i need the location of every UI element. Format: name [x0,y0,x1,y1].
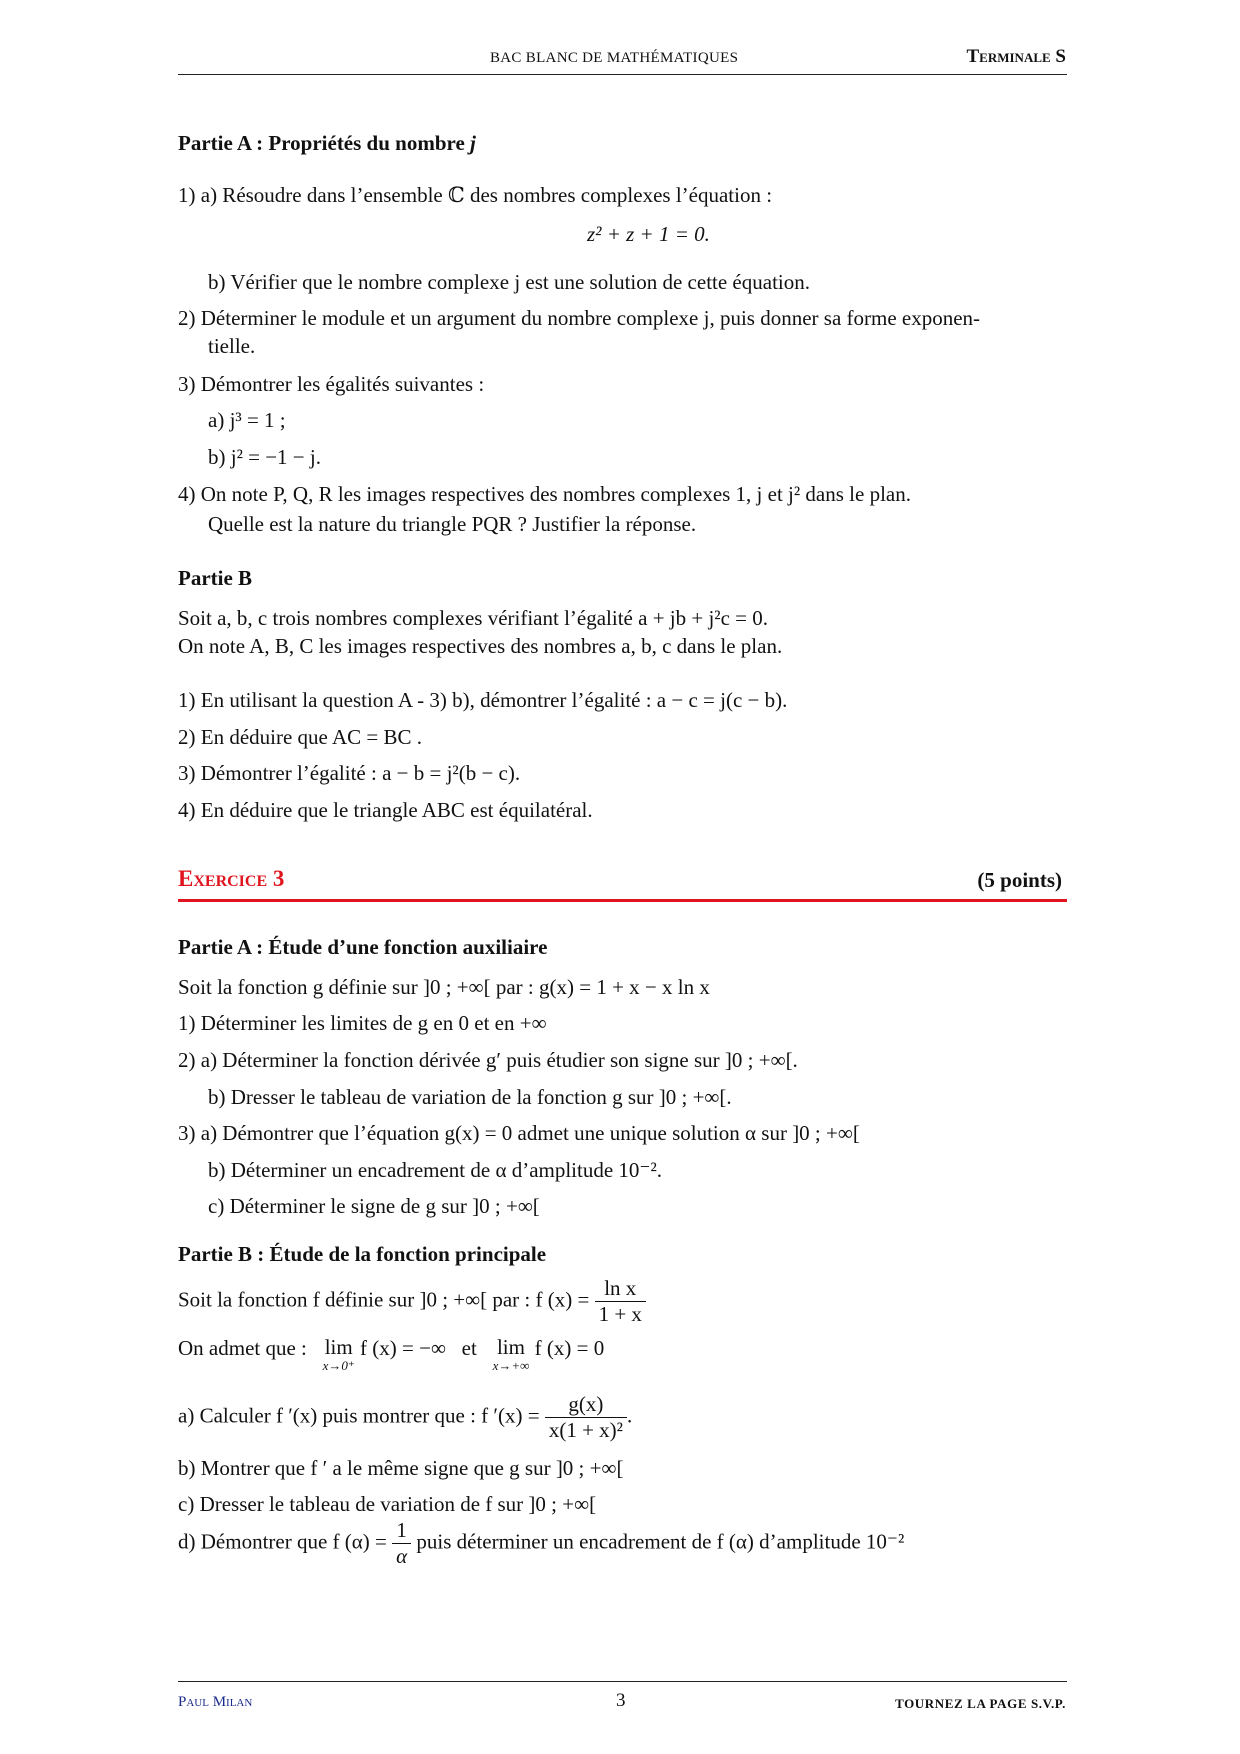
part-b-intro-1: Soit a, b, c trois nombres complexes vérifiant l’égalité a + jb + j²c = 0. [178,606,769,630]
question-3: 3) Démontrer les égalités suivantes : [178,372,485,396]
ex3-part-a-title: Partie A : Étude d’une fonction auxiliaire [178,935,548,959]
ex3-a-question-3a: 3) a) Démontrer que l’équation g(x) = 0 admet une unique solution α sur ]0 ; +∞[ [178,1121,860,1145]
part-b-question-3: 3) Démontrer l’égalité : a − b = j²(b − c). [178,761,521,785]
fraction-one-over-alpha: $\frac{1}{\alpha}$ [392,1518,411,1569]
question-1a: 1) a) Résoudre dans l’ensemble ℂ des nombres complexes l’équation : [178,183,773,207]
exercise-3-rule [178,899,1067,902]
ex3-part-b-intro: Soit la fonction f définie sur ]0 ; +∞[ par : f (x) = $\frac{\text{ln x}}{1 + x}$ [178,1276,646,1327]
question-1b: b) Vérifier que le nombre complexe j est une solution de cette équation. [208,270,810,294]
question-2-line2: tielle. [208,334,256,358]
header-class: Terminale S [966,46,1066,67]
part-a-title: Partie A : Propriétés du nombre j [178,131,476,155]
question-4-line2: Quelle est la nature du triangle PQR ? Justifier la réponse. [208,512,697,536]
question-3a: a) j³ = 1 ; [208,408,286,432]
ex3-b-question-a: a) Calculer f ′(x) puis montrer que : f ′(x) = $\frac{g(x)}{\text{x(1 + x)²}}$ . [178,1392,633,1442]
ex3-part-b-title: Partie B : Étude de la fonction principale [178,1242,547,1266]
ex3-part-a-intro: Soit la fonction g définie sur ]0 ; +∞[ par : g(x) = 1 + x − x ln x [178,975,710,999]
question-3b: b) j² = −1 − j. [208,445,321,469]
limit-at-zero: lim x→0⁺ [322,1335,355,1374]
ex3-a-question-3b: b) Déterminer un encadrement de α d’amplitude 10⁻². [208,1158,663,1182]
header-title: BAC BLANC DE MATHÉMATIQUES [490,50,739,66]
limit-at-infinity: lim x→+∞ [492,1335,530,1374]
ex3-a-question-2a: 2) a) Déterminer la fonction dérivée g′ puis étudier son signe sur ]0 ; +∞[. [178,1048,798,1072]
exercise-3-title: Exercice 3 [178,866,285,891]
ex3-b-question-d: d) Démontrer que f (α) = $\frac{1}{\alpha}$ puis déterminer un encadrement de f (α) d’amplitude 10⁻² [178,1518,905,1568]
ex3-a-question-1: 1) Déterminer les limites de g en 0 et en +∞ [178,1011,547,1035]
ex3-b-question-b: b) Montrer que f ′ a le même signe que g sur ]0 ; +∞[ [178,1456,624,1480]
footer-author: Paul Milan [178,1694,253,1710]
part-b-title: Partie B [178,566,253,590]
exercise-3-points: (5 points) [977,868,1062,892]
footer-page-number: 3 [616,1690,626,1711]
fraction-ln-x-over-1-plus-x: $\frac{\text{ln x}}{1 + x}$ [595,1276,646,1327]
ex3-b-question-c: c) Dresser le tableau de variation de f sur ]0 ; +∞[ [178,1492,597,1516]
part-b-intro-2: On note A, B, C les images respectives des nombres a, b, c dans le plan. [178,634,783,658]
part-b-question-1: 1) En utilisant la question A - 3) b), démontrer l’égalité : a − c = j(c − b). [178,688,788,712]
footer-rule [178,1681,1067,1682]
part-b-question-2: 2) En déduire que AC = BC . [178,725,422,749]
footer-turn-page: TOURNEZ LA PAGE S.V.P. [895,1696,1066,1711]
ex3-a-question-2b: b) Dresser le tableau de variation de la fonction g sur ]0 ; +∞[. [208,1085,732,1109]
question-4-line1: 4) On note P, Q, R les images respectives des nombres complexes 1, j et j² dans le plan. [178,482,911,506]
ex3-part-b-limits: On admet que : lim x→0⁺ f (x) = −∞ et lim x→+∞ f (x) = 0 [178,1335,605,1374]
equation: z² + z + 1 = 0. [587,222,710,246]
question-2-line1: 2) Déterminer le module et un argument du nombre complexe j, puis donner sa forme exponen- [178,306,981,330]
part-b-question-4: 4) En déduire que le triangle ABC est équilatéral. [178,798,593,822]
header-rule [178,74,1067,75]
ex3-a-question-3c: c) Déterminer le signe de g sur ]0 ; +∞[ [208,1194,540,1218]
fraction-derivative: $\frac{g(x)}{\text{x(1 + x)²}}$ [545,1392,627,1443]
